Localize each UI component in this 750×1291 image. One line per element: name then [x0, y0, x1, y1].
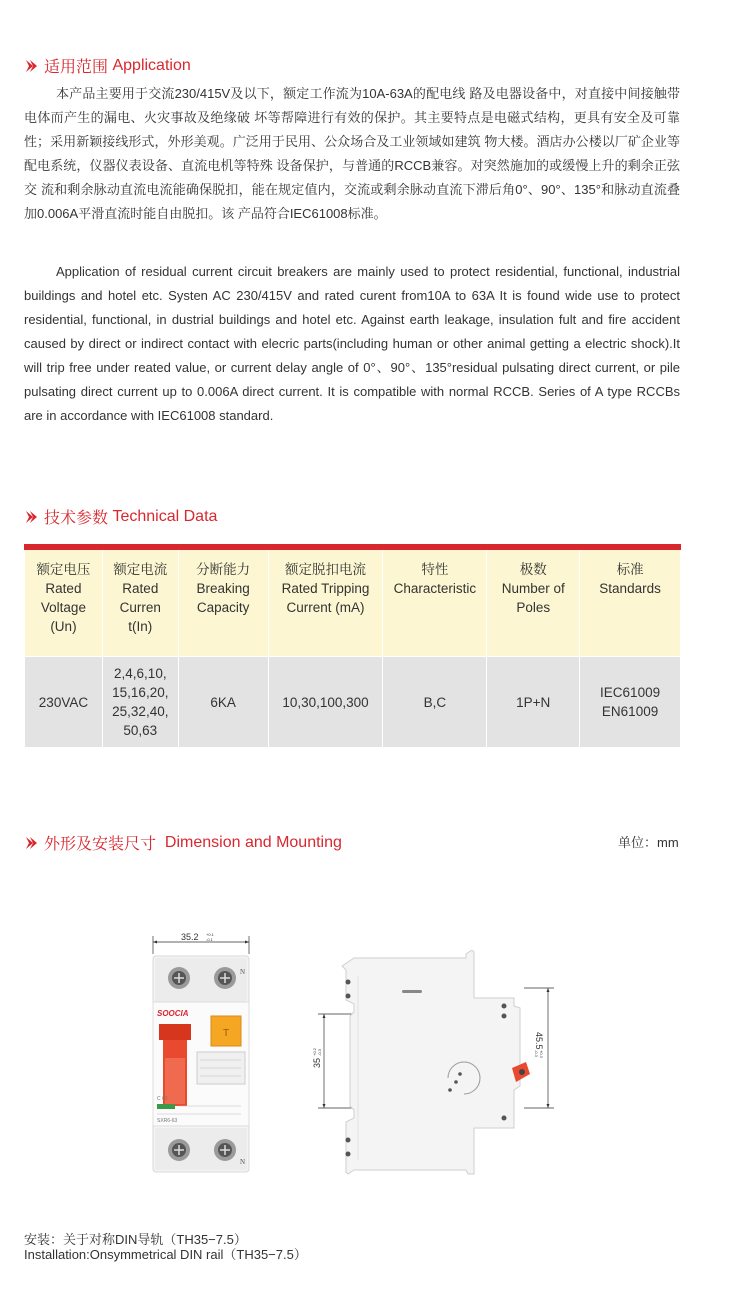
cell-standards: IEC61009 EN61009 [580, 657, 681, 748]
installation-line-en: Installation:Onsymmetrical DIN rail（TH35−7.5） [24, 1247, 307, 1262]
svg-text:-0.3: -0.3 [534, 1050, 539, 1057]
installation-line-cn: 安装：关于对称DIN导轨（TH35−7.5） [24, 1232, 247, 1247]
table-header-row [25, 545, 681, 657]
svg-text:-0.1: -0.1 [206, 937, 213, 942]
header-cell: 特性 Characteristic [383, 545, 487, 657]
technical-title-en: Technical Data [112, 507, 218, 525]
cell-current: 2,4,6,10, 15,16,20, 25,32,40, 50,63 [102, 657, 178, 748]
dimension-title-cn: 外形及安装尺寸 [44, 836, 157, 853]
terminal-n-label: N [240, 968, 246, 976]
brand-logo: SOOCIA [157, 1009, 189, 1018]
unit-label: 单位：mm [618, 835, 679, 850]
cell-characteristic: B,C [383, 657, 487, 748]
model-code: SXR6-63 [157, 1118, 178, 1124]
chevron-right-icon [24, 510, 38, 524]
installation-note [24, 1232, 307, 1262]
svg-text:+0.3: +0.3 [539, 1050, 544, 1058]
header-cell: 额定电流 Rated Curren t(In) [102, 545, 178, 657]
application-title-en: Application [112, 56, 191, 74]
cell-breaking: 6KA [178, 657, 268, 748]
breaker-front-view [145, 928, 265, 1178]
technical-title-cn: 技术参数 [44, 510, 109, 527]
cell-tripping: 10,30,100,300 [268, 657, 383, 748]
breaker-side-view [298, 950, 568, 1180]
chevron-right-icon [24, 59, 38, 73]
side-depth-label: 45.5 [534, 1032, 544, 1050]
header-cell: 分断能力 Breaking Capacity [178, 545, 268, 657]
application-section-title [24, 54, 191, 77]
dimension-title-en: Dimension and Mounting [164, 833, 342, 851]
terminal-n-label-bottom: N [240, 1158, 246, 1166]
table-row [25, 657, 681, 748]
application-title-cn: 适用范围 [44, 59, 109, 76]
front-width-label: 35.2 [181, 932, 199, 942]
header-cell: 标准 Standards [580, 545, 681, 657]
svg-text:+0.1: +0.1 [206, 932, 214, 937]
table-top-bar [24, 544, 681, 550]
cell-voltage: 230VAC [25, 657, 103, 748]
application-paragraph-en: Application of residual current circuit breakers are mainly used to protect residential, functional, industrial buildings and hotel etc. Systen AC 230/415V and rated curent from10A to 63A It is found wide use to protect residential, functional, in dustrial buildings and hotel etc. Against earth leakage, insulation fult and fire accident caused by direct or indirect contact with elecric parts(including human or other animal getting a electric shock).It will trip free under reated value, or current delay angle of 0°、90°、135°residual pulsating direct current, or pile pulsating direct current up to 0.006A direct current. It is compatible with normal RCCB. Series of A type RCCBs are in accordance with IEC61008 standard. [24, 264, 680, 423]
technical-data-table [24, 544, 681, 748]
side-height-label: 35 [312, 1057, 322, 1068]
header-cell: 额定电压 Rated Voltage (Un) [25, 545, 103, 657]
svg-text:-0.3: -0.3 [317, 1049, 322, 1056]
technical-section-title [24, 505, 217, 528]
cell-poles: 1P+N [487, 657, 580, 748]
model-label: C 63 [157, 1096, 168, 1102]
svg-text:+0.2: +0.2 [312, 1048, 317, 1056]
chevron-right-icon [24, 836, 38, 850]
application-paragraph-cn: 本产品主要用于交流230/415V及以下，额定工作流为10A-63A的配电线 路及电器设备中，对直接中间接触带电体而产生的漏电、火灾事故及绝缘破 坏等帮障进行有效的保护。其主要特点是电磁式结构，更具有安全及可靠性；采用新颖接线形式，外形美观。广泛用于民用、公众场合及工业领域如建筑 物大楼。酒店办公楼以厂矿企业等配电系统，仪器仪表设备、直流电机等特殊 设备保护，与普通的RCCB兼容。对突然施加的或缓慢上升的剩余正弦交 流和剩余脉动直流电流能确保脱扣，能在规定值内，交流或剩余脉动直流下滞后角0°、90°、135°和脉动直流叠加0.006A平滑直流时能自由脱扣。该 产品符合IEC61008标准。 [24, 86, 680, 221]
dimension-section-title [24, 831, 342, 854]
header-cell: 额定脱扣电流 Rated Tripping Current (mA) [268, 545, 383, 657]
header-cell: 极数 Number of Poles [487, 545, 580, 657]
svg-text:T: T [223, 1028, 230, 1039]
